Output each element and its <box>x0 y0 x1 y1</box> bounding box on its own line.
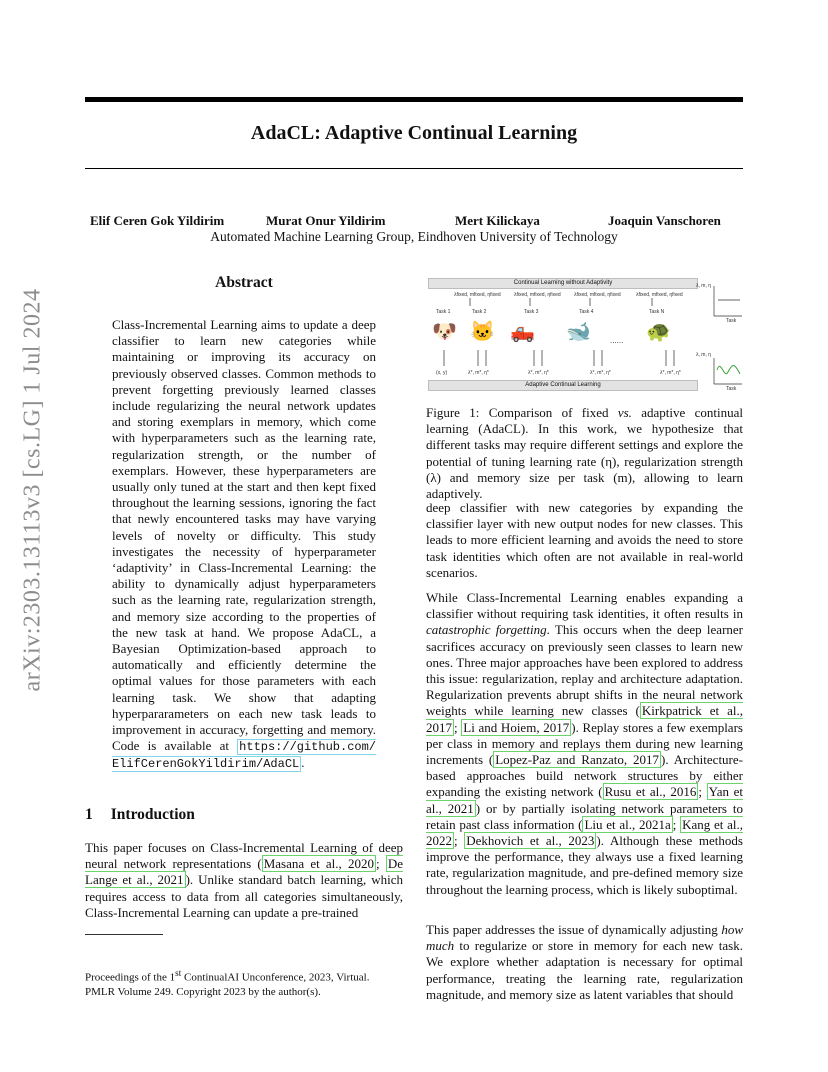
adaptive-params-4: λ*, m*, η* <box>590 370 611 376</box>
code-link-part1: https://github.com/ <box>239 740 376 755</box>
figure-top-band: Continual Learning without Adaptivity <box>428 278 698 289</box>
right-paragraph-2: While Class-Incremental Learning enables expanding a classifier without requiring task identities, it often results in catastrophic forgetting. This occurs when the deep learner sacrifices accuracy on previously seen classes to learn new ones. Three major approaches have been explored to address this issue: regularization, replay and architecture adaptation. Regularization prevents abrupt shifts in the neural network weights while learning new classes ( Kirkpatrick et al., 2017 ; Li and Hoiem, 2017 ). Replay stores a few exemplars per class in memory and replays them during new learning increments ( Lopez-Paz and Ranzato, 2017 ). Architecture-based approaches build network structures by either expanding the existing network ( Rusu et al., 2016 ; Yan et al., 2021 ) or by partially isolating network parameters to retain past class information ( Liu et al., 2021a ; Kang et al., 2022 ; Dekhovich et al., 2023 ). Although these methods improve the performance, they always use a fixed learning rate, regularization magnitude, and pre-defined memory size throughout the learning process, which is likely suboptimal. <box>426 590 743 897</box>
intro-paragraph-1: This paper focuses on Class-Incremental Learning of deep neural network representations ( Masana et al., 2020 ; De Lange et al., 2021 ). Unlike standard batch learning, which requires access to data from all categories simultaneously, Class-Incremental Learning can update a pre-trained <box>85 840 404 920</box>
figure-1 <box>424 274 744 394</box>
task-label-n: Task N <box>649 309 665 315</box>
adaptive-curve <box>717 366 740 375</box>
citation-link[interactable]: Liu et al., 2021a <box>584 816 671 832</box>
right-paragraph-3: This paper addresses the issue of dynamically adjusting how much to regularize or store in memory for each new task. We explore whether adaptation is necessary for optimal performance, treating the learning rate, regularization magnitude, and memory size as latent variables that should <box>426 922 743 1002</box>
truck-icon: 🛻 <box>510 321 535 343</box>
task-label-1: Task 1 <box>436 309 451 315</box>
citation-link[interactable]: Masana et al., 2020 <box>263 856 374 872</box>
task-label-4: Task 4 <box>579 309 594 315</box>
fixed-params-1: λfixed, mfixed, ηfixed <box>454 292 501 298</box>
citation-link[interactable]: Lopez-Paz and Ranzato, 2017 <box>495 752 659 768</box>
adaptive-params-n: λ*, m*, η* <box>660 370 681 376</box>
adaptive-params-3: λ*, m*, η* <box>528 370 549 376</box>
figure-arrows <box>424 274 744 394</box>
term-how-much: how much <box>426 922 743 954</box>
mini-chart-bottom-xlabel: Task <box>726 386 737 392</box>
citation-link[interactable]: Rusu et al., 2016 <box>604 784 697 800</box>
figure-ellipsis: ...... <box>610 336 624 345</box>
author-4: Joaquin Vanschoren <box>608 213 721 228</box>
fixed-params-2: λfixed, mfixed, ηfixed <box>514 292 561 298</box>
header-thin-rule <box>85 168 743 169</box>
section-heading-introduction: 1 Introduction <box>85 806 195 823</box>
right-paragraph-1: deep classifier with new categories by expanding the classifier layer with new output nodes for new classes. This leads to more efficient learning and avoids the need to store task identities which often are not available in real-world scenarios. <box>426 500 743 580</box>
whale-icon: 🐋 <box>566 321 591 343</box>
footnote-rule <box>85 934 163 935</box>
author-3: Mert Kilickaya <box>455 213 540 228</box>
citation-link[interactable]: Dekhovich et al., 2023 <box>466 833 595 849</box>
turtle-icon: 🐢 <box>646 321 671 343</box>
citation-link[interactable]: Kang et al., 2022 <box>426 816 743 849</box>
footnote: Proceedings of the 1st ContinualAI Unconference, 2023, Virtual. PMLR Volume 249. Copyright 2023 by the author(s). <box>85 968 370 998</box>
citation-link[interactable]: Li and Hoiem, 2017 <box>463 719 570 735</box>
mini-chart-bottom-ylabel: λ, m, η <box>696 352 712 358</box>
cat-icon: 🐱 <box>470 321 495 343</box>
paper-title: AdaCL: Adaptive Continual Learning <box>250 122 578 144</box>
fixed-params-4: λfixed, mfixed, ηfixed <box>636 292 683 298</box>
citation-link[interactable]: De Lange et al., 2021 <box>85 856 403 888</box>
code-link-part2: ElifCerenGokYildirim/AdaCL <box>112 757 300 772</box>
adaptive-params-2: λ*, m*, η* <box>468 370 489 376</box>
header-thick-rule <box>85 97 743 102</box>
io-label-1: (x, y) <box>436 370 448 376</box>
mini-chart-top-ylabel: λ, m, η <box>696 283 712 289</box>
author-1: Elif Ceren Gok Yildirim <box>90 213 225 228</box>
figure-bottom-band: Adaptive Continual Learning <box>428 380 698 391</box>
fixed-params-3: λfixed, mfixed, ηfixed <box>574 292 621 298</box>
mini-chart-top-xlabel: Task <box>726 318 737 324</box>
figure-caption: Figure 1: Comparison of fixed vs. adaptive continual learning (AdaCL). In this work, we hypothesize that different tasks may require different settings and explore the potential of tuning learning rate (η), regularization strength (λ) and memory size per task (m), allowing to learn adaptively. <box>426 405 743 502</box>
task-label-3: Task 3 <box>524 309 539 315</box>
dog-icon: 🐶 <box>432 321 457 343</box>
affiliation: Automated Machine Learning Group, Eindhoven University of Technology <box>210 229 618 244</box>
term-catastrophic-forgetting: catastrophic forgetting <box>426 622 547 638</box>
abstract-heading: Abstract <box>215 274 273 291</box>
arxiv-id: arXiv:2303.13113v3 [cs.LG] 1 Jul 2024 <box>19 288 46 692</box>
abstract-end: . <box>301 755 305 771</box>
citation-link[interactable]: Kirkpatrick et al., 2017 <box>426 703 743 735</box>
caption-vs: vs. <box>617 405 632 420</box>
author-2: Murat Onur Yildirim <box>266 213 386 228</box>
citation-link[interactable]: Yan et al., 2021 <box>426 784 743 816</box>
task-label-2: Task 2 <box>472 309 487 315</box>
abstract-text: Class-Incremental Learning aims to update a deep classifier to learn new categories while maintaining or improving its accuracy on previously observed classes. Common methods to prevent forgetting previously learned classes include regularizing the neural network updates and storing exemplars in memory, which come with hyperparameters such as the learning rate, regularization strength, or the number of exemplars. However, these hyperparameters are usually only tuned at the start and then kept fixed throughout the learning sessions, ignoring the fact that newly encountered tasks may have varying levels of novelty or difficulty. This study investigates the necessity of hyperparameter ‘adaptivity’ in Class-Incremental Learning: the ability to dynamically adjust hyperparameters such as the learning rate, regularization strength, and memory size according to the properties of the new task at hand. We propose AdaCL, a Bayesian Optimization-based approach to automatically and efficiently determine the optimal values for those parameters with each learning task. We show that adapting hyperpararameters on each new task leads to improvement in accuracy, forgetting and memory. Code is available at <box>112 317 376 754</box>
abstract-body <box>112 317 376 773</box>
arxiv-stamp <box>14 288 52 692</box>
